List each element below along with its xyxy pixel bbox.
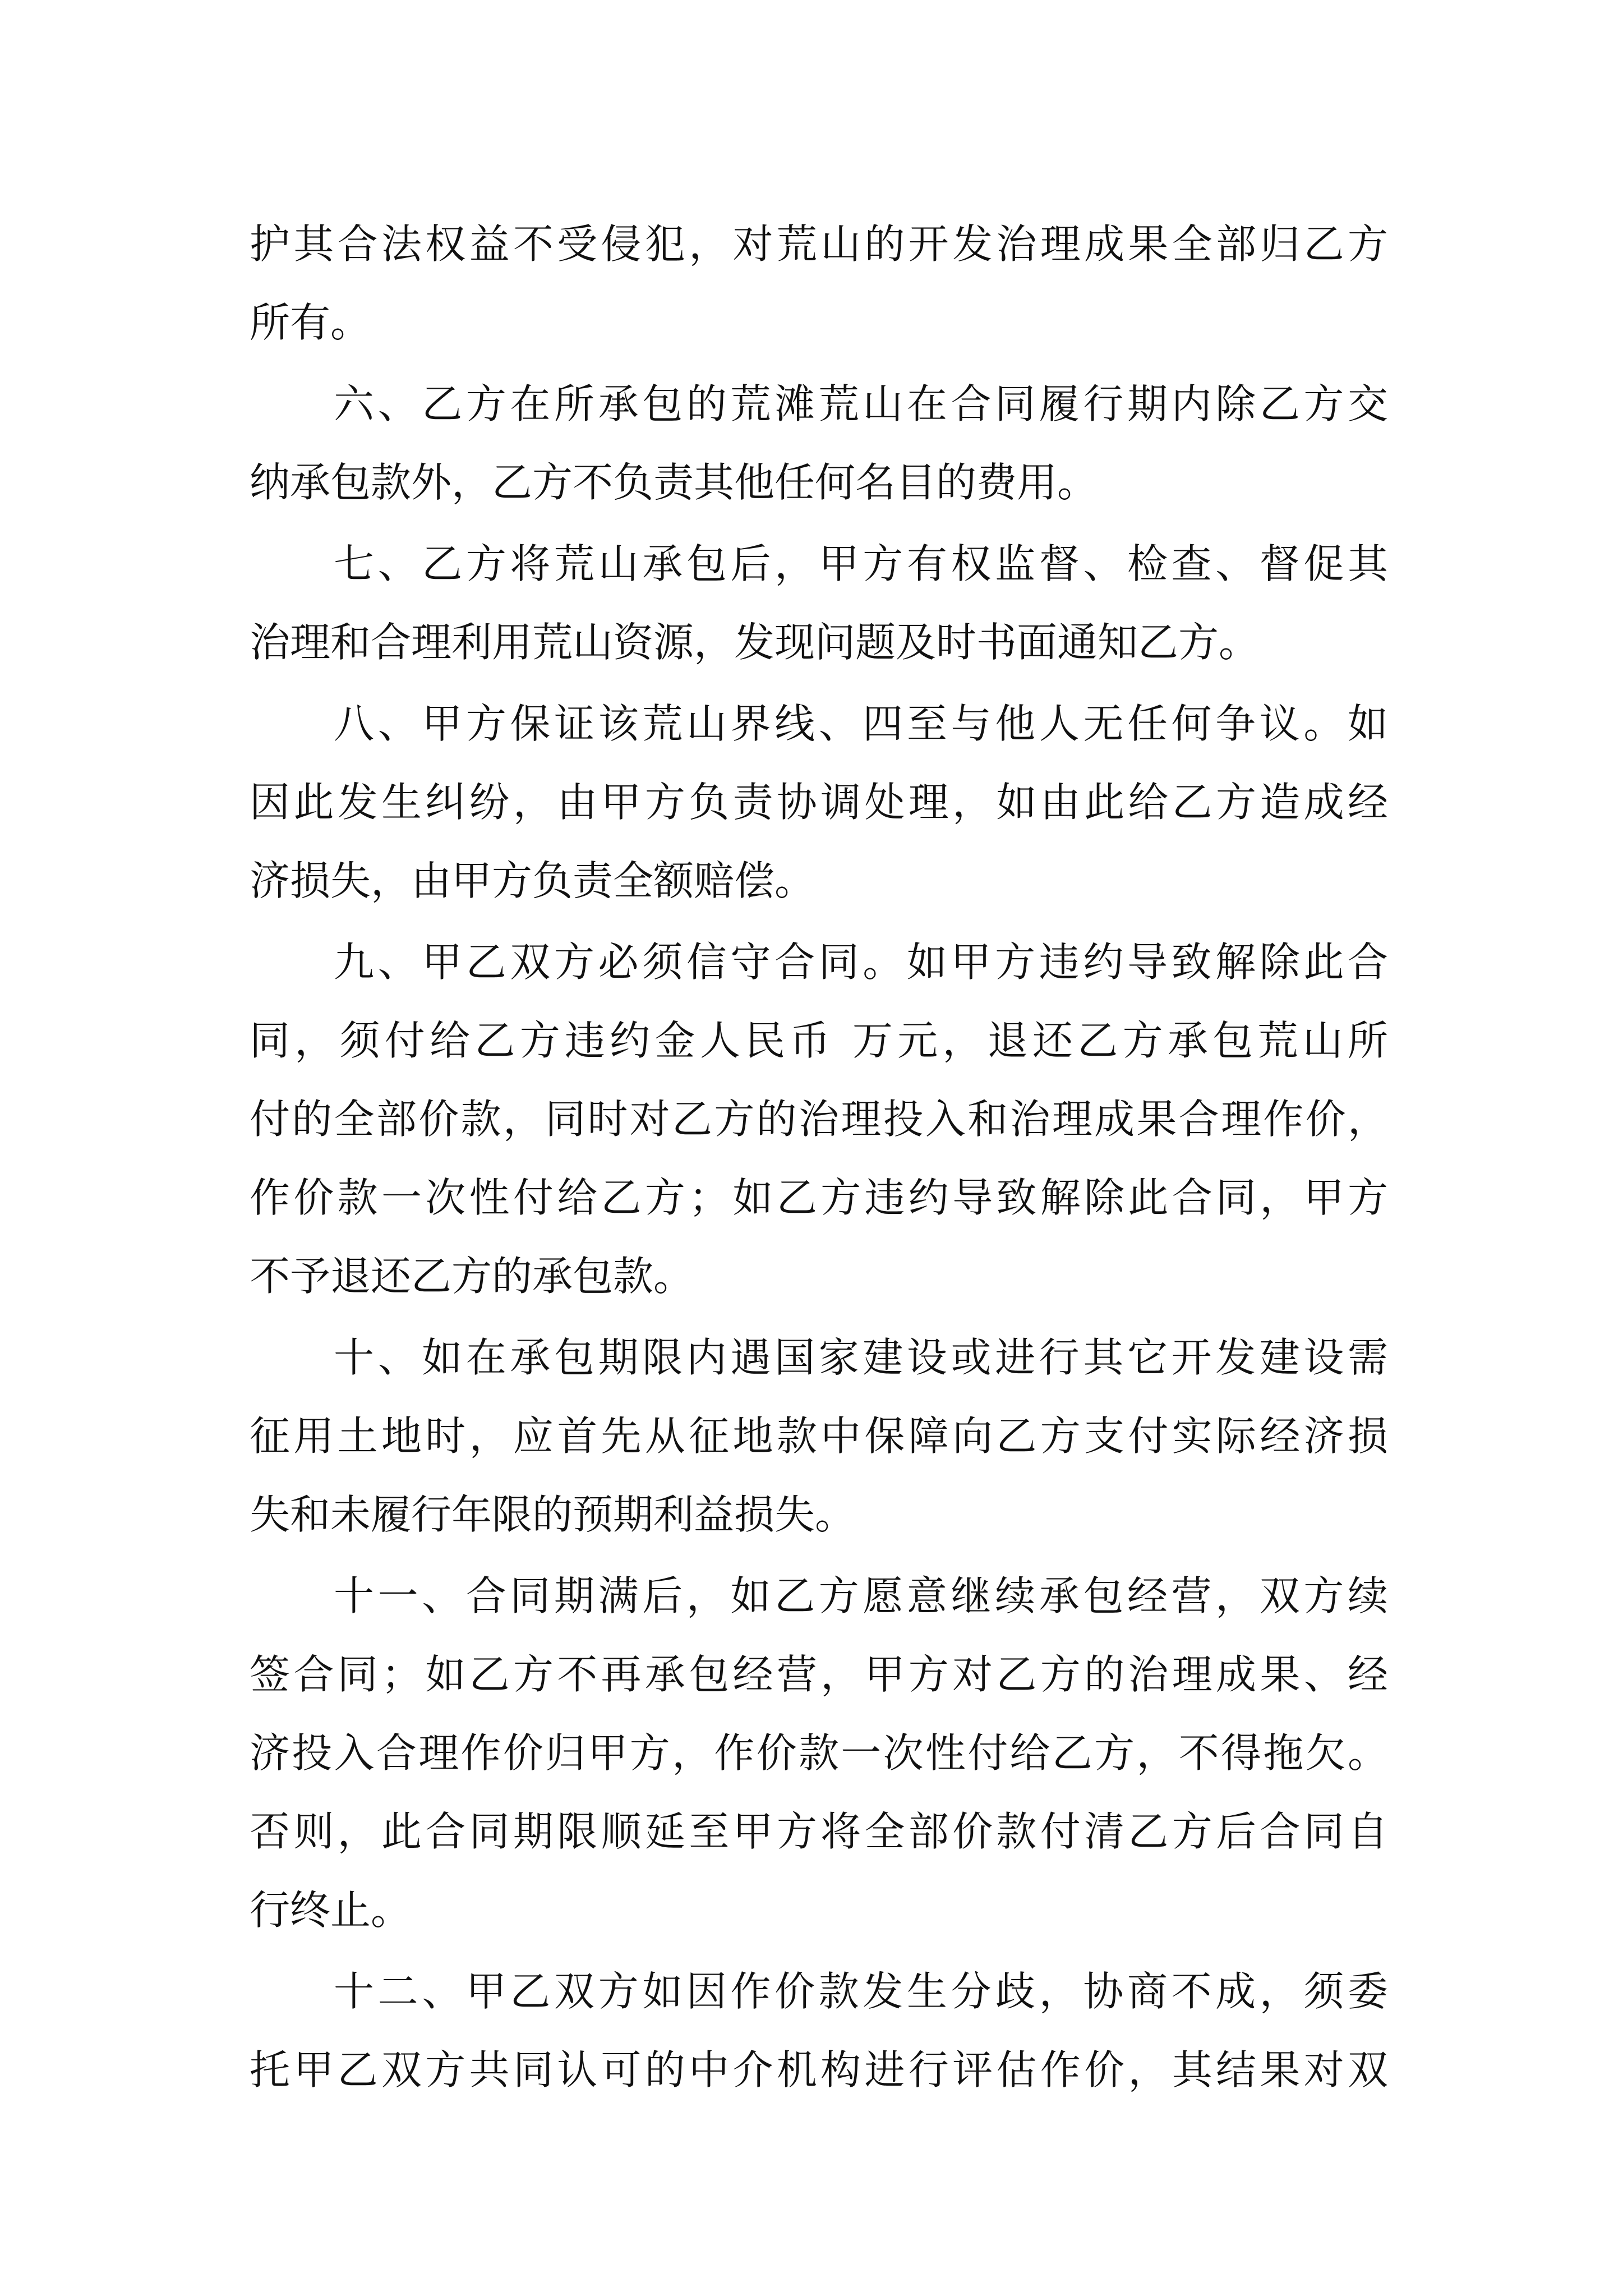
text-line: 征用土地时，应首先从征地款中保障向乙方支付实际经济损 bbox=[250, 1412, 1388, 1460]
paragraph-9-line: 九、甲乙双方必须信守合同。如甲方违约导致解除此合 bbox=[334, 938, 1388, 986]
text-line: 签合同；如乙方不再承包经营，甲方对乙方的治理成果、经 bbox=[250, 1651, 1388, 1698]
paragraph-10-line: 十、如在承包期限内遇国家建设或进行其它开发建设需 bbox=[334, 1334, 1388, 1381]
text-line: 否则，此合同期限顺延至甲方将全部价款付清乙方后合同自 bbox=[250, 1808, 1388, 1855]
paragraph-11-line: 十一、合同期满后，如乙方愿意继续承包经营，双方续 bbox=[334, 1572, 1388, 1619]
paragraph-12-line: 十二、甲乙双方如因作价款发生分歧，协商不成，须委 bbox=[334, 1968, 1388, 2015]
text-line: 付的全部价款，同时对乙方的治理投入和治理成果合理作价， bbox=[250, 1096, 1388, 1143]
text-line: 行终止。 bbox=[250, 1887, 412, 1934]
text-line: 作价款一次性付给乙方；如乙方违约导致解除此合同，甲方 bbox=[250, 1174, 1388, 1221]
text-line: 失和未履行年限的预期利益损失。 bbox=[250, 1491, 856, 1538]
text-line: 不予退还乙方的承包款。 bbox=[250, 1253, 694, 1300]
paragraph-8-line: 八、甲方保证该荒山界线、四至与他人无任何争议。如 bbox=[334, 700, 1388, 747]
text-line: 护其合法权益不受侵犯，对荒山的开发治理成果全部归乙方 bbox=[250, 220, 1388, 268]
text-line: 济投入合理作价归甲方，作价款一次性付给乙方，不得拖欠。 bbox=[250, 1729, 1388, 1777]
text-line: 纳承包款外，乙方不负责其他任何名目的费用。 bbox=[250, 459, 1098, 506]
text-line: 治理和合理利用荒山资源，发现问题及时书面通知乙方。 bbox=[250, 619, 1260, 666]
text-line: 同，须付给乙方违约金人民币 万元，退还乙方承包荒山所 bbox=[250, 1017, 1388, 1064]
paragraph-7-line: 七、乙方将荒山承包后，甲方有权监督、检查、督促其 bbox=[334, 540, 1388, 587]
text-line: 所有。 bbox=[250, 299, 371, 346]
text-line: 托甲乙双方共同认可的中介机构进行评估作价，其结果对双 bbox=[250, 2046, 1388, 2093]
text-line: 因此发生纠纷，由甲方负责协调处理，如由此给乙方造成经 bbox=[250, 779, 1388, 826]
text-line: 济损失，由甲方负责全额赔偿。 bbox=[250, 857, 815, 904]
paragraph-6-line: 六、乙方在所承包的荒滩荒山在合同履行期内除乙方交 bbox=[334, 380, 1388, 427]
